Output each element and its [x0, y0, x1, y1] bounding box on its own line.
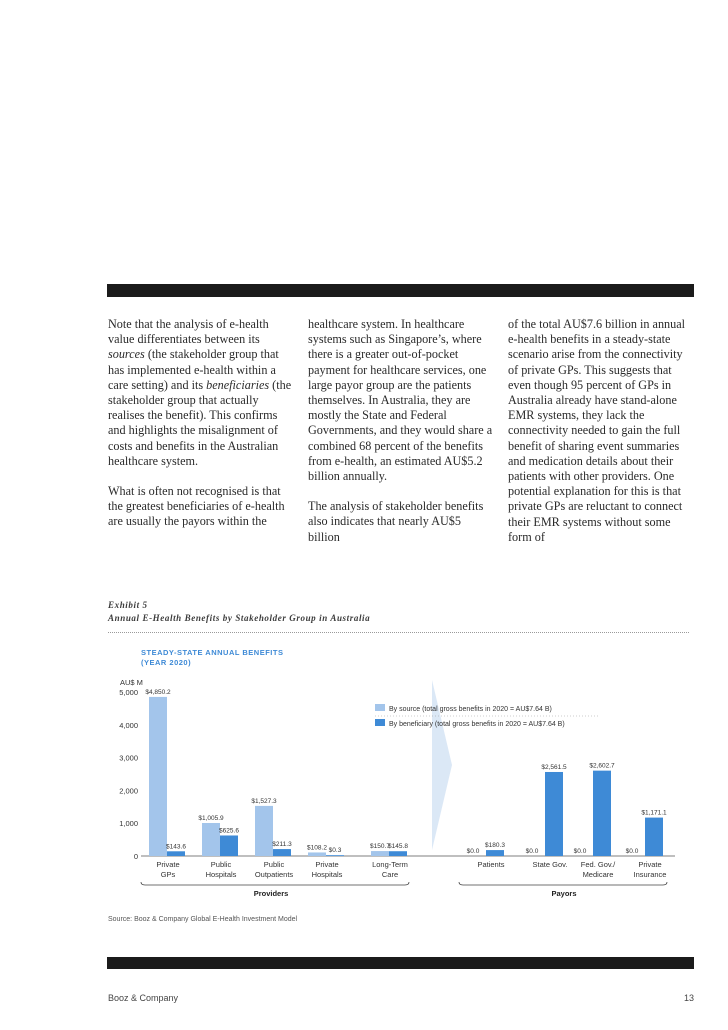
source-value-label: $0.0 — [625, 848, 639, 855]
beneficiary-value-label: $2,602.7 — [589, 762, 615, 770]
source-value-label: $4,850.2 — [145, 688, 171, 696]
category-label: Long-Term — [372, 860, 408, 869]
category-label: Private — [156, 860, 180, 869]
col1-paragraph-2: What is often not recognised is that the greatest beneficiaries of e-health are usually the payors within the — [108, 484, 285, 529]
providers-bracket — [141, 882, 409, 885]
source-bar — [202, 823, 220, 856]
category-label: Private — [638, 860, 662, 869]
category-label: Public — [263, 860, 285, 869]
source-note: Source: Booz & Company Global E-Health Investment Model — [108, 916, 298, 923]
beneficiary-value-label: $2,561.5 — [541, 763, 567, 771]
beneficiary-value-label: $1,171.1 — [641, 809, 667, 817]
category-label: Public — [210, 860, 232, 869]
legend-source-label: By source (total gross benefits in 2020 = AU$7.64 B) — [389, 706, 552, 713]
footer-company: Booz & Company — [108, 993, 179, 1003]
col2-paragraph-1: healthcare system. In healthcare systems such as Singapore’s, where there is a greater out-of-pocket payment for healthcare services, one large payor group are the patients themselves. In Australia, they are mostly the State and Federal Governments, and they would share a combined 68 percent of the benefits from e-health, an estimated AU$5.2 billion annually. — [308, 317, 493, 484]
category-label: GPs — [160, 870, 176, 879]
source-bar — [308, 852, 326, 856]
source-bar — [255, 806, 273, 856]
beneficiary-value-label: $143.6 — [166, 843, 186, 851]
y-tick-label: 3,000 — [119, 753, 138, 763]
source-bar — [371, 851, 389, 856]
beneficiary-value-label: $145.8 — [388, 843, 408, 851]
col1-paragraph-1: Note that the analysis of e-health value differentiates between its sources (the stakeholder group that has implemented e-health within a care setting) and its beneficiaries (the stakeholder group that actually realises the benefit). This confirms and highlights the misalignment of costs and benefits in the Australian healthcare system. — [108, 317, 292, 468]
category-label: Hospitals — [311, 870, 343, 879]
beneficiary-value-label: $211.3 — [272, 841, 292, 849]
source-value-label: $1,527.3 — [251, 797, 277, 805]
page-number: 13 — [683, 993, 694, 1003]
source-value-label: $0.0 — [525, 848, 539, 855]
payors-bracket — [459, 882, 667, 885]
providers-group-label: Providers — [253, 889, 289, 898]
beneficiary-bar — [545, 772, 563, 856]
legend-beneficiary-label: By beneficiary (total gross benefits in 2020 = AU$7.64 B) — [389, 721, 565, 728]
category-label: State Gov. — [532, 860, 568, 869]
y-axis-label: AU$ M — [120, 678, 143, 687]
col3-paragraph-1: of the total AU$7.6 billion in annual e-health benefits in a steady-state scenario arise from the connectivity of private GPs. This suggests that even though 95 percent of GPs in Australia already have stand-alone EMR systems, they lack the connectivity needed to gain the full benefit of sharing event summaries and medication details about their patients with other providers. One potential explanation for this is that private GPs are reluctant to connect their EMR systems without some form of — [508, 317, 686, 544]
category-label: Outpatients — [254, 870, 294, 879]
source-value-label: $0.0 — [573, 848, 587, 855]
beneficiary-bar — [486, 850, 504, 856]
source-value-label: $1,005.9 — [198, 815, 224, 823]
exhibit-number: Exhibit 5 — [108, 600, 148, 610]
beneficiary-bar — [326, 855, 344, 856]
source-bar — [149, 697, 167, 856]
category-label: Insurance — [633, 870, 667, 879]
beneficiary-bar — [389, 851, 407, 856]
beneficiary-bar — [593, 771, 611, 856]
beneficiary-value-label: $180.3 — [485, 842, 505, 850]
y-tick-label: 5,000 — [119, 688, 138, 697]
category-label: Patients — [477, 860, 505, 869]
category-label: Private — [315, 860, 339, 869]
category-label: Medicare — [582, 870, 614, 879]
payors-group-label: Payors — [551, 889, 577, 898]
beneficiary-bar — [645, 818, 663, 856]
exhibit-title: Annual E-Health Benefits by Stakeholder Group in Australia — [108, 613, 371, 623]
chart-subtitle: (YEAR 2020) — [141, 658, 192, 667]
beneficiary-bar — [167, 851, 185, 856]
footer-rule — [107, 957, 694, 969]
chart-title: STEADY-STATE ANNUAL BENEFITS — [141, 648, 284, 657]
y-tick-label: 1,000 — [119, 819, 138, 829]
source-value-label: $108.2 — [307, 844, 327, 852]
source-value-label: $150.7 — [370, 843, 390, 851]
source-value-label: $0.0 — [466, 848, 480, 855]
col2-paragraph-2: The analysis of stakeholder benefits also indicates that nearly AU$5 billion — [308, 499, 484, 544]
beneficiary-bar — [273, 849, 291, 856]
legend-beneficiary-swatch — [375, 719, 385, 726]
legend-source-swatch — [375, 704, 385, 711]
y-tick-label: 0 — [133, 852, 138, 861]
beneficiary-value-label: $0.3 — [328, 847, 342, 855]
category-label: Hospitals — [205, 870, 237, 879]
category-label: Fed. Gov./ — [580, 860, 616, 869]
category-label: Care — [381, 870, 399, 879]
beneficiary-value-label: $625.6 — [219, 827, 239, 835]
y-tick-label: 4,000 — [119, 720, 138, 730]
y-tick-label: 2,000 — [119, 786, 138, 796]
beneficiary-bar — [220, 835, 238, 856]
